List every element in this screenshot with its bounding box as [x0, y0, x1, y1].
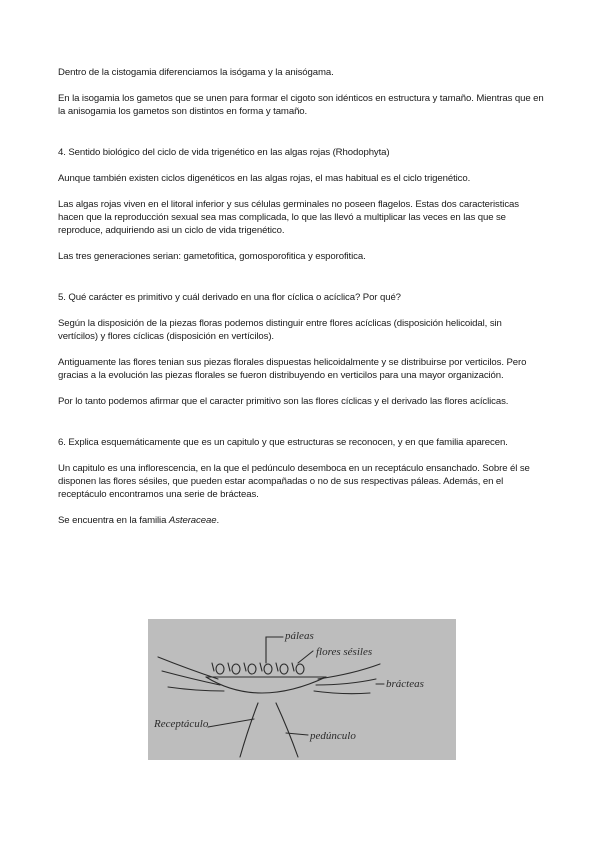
- flower-mark: [232, 664, 240, 674]
- flower-mark: [248, 664, 256, 674]
- flower-mark: [296, 664, 304, 674]
- bract-line: [316, 679, 376, 685]
- answer-6-paragraph-1: Un capitulo es una inflorescencia, en la que el pedúnculo desemboca en un receptáculo ensanchado. Sobre él se disponen las flores sésiles, que pueden estar acompañadas o no de sus respectivas páleas. Además, en el receptáculo encontramos una serie de brácteas.: [58, 463, 530, 500]
- capitulo-sketch: [148, 619, 456, 760]
- flores-pointer: [298, 651, 313, 663]
- flower-mark: [216, 664, 224, 674]
- question-6: 6. Explica esquemáticamente que es un capitulo y que estructuras se reconocen, y en que familia aparecen.: [58, 437, 508, 448]
- answer-4-paragraph-1: Aunque también existen ciclos digenéticos en las algas rojas, el mas habitual es el ciclo trigenético.: [58, 173, 471, 184]
- capitulo-drawing: [148, 619, 456, 760]
- bracteas-label: brácteas: [386, 678, 424, 690]
- isogamia-paragraph: En la isogamia los gametos que se unen para formar el cigoto son idénticos en estructura y tamaño. Mientras que en la anisogamia los gametos son distintos en forma y tamaño.: [58, 93, 544, 117]
- answer-4-paragraph-2: Las algas rojas viven en el litoral inferior y sus células germinales no poseen flagelos. Estas dos caracteristicas hacen que la reproducción sexual sea mas complicada, lo que las llevó a multiplicar las veces en las que se reproduce, adquiriendo asi un ciclo de vida trigenético.: [58, 199, 519, 236]
- question-5: 5. Qué carácter es primitivo y cuál derivado en una flor cíclica o acíclica? Por qué?: [58, 292, 401, 303]
- flores-label: flores sésiles: [316, 646, 373, 658]
- peduncle-line: [276, 703, 298, 757]
- paleas-pointer: [266, 637, 283, 663]
- question-4: 4. Sentido biológico del ciclo de vida trigenético en las algas rojas (Rhodophyta): [58, 147, 390, 158]
- bract-line: [162, 671, 220, 685]
- paleas-label: páleas: [285, 630, 314, 642]
- intro-paragraph: Dentro de la cistogamia diferenciamos la isógama y la anisógama.: [58, 67, 334, 78]
- flower-mark: [280, 664, 288, 674]
- peduncle-line: [240, 703, 258, 757]
- bract-line: [318, 664, 380, 679]
- flower-mark: [264, 664, 272, 674]
- answer-4-paragraph-3: Las tres generaciones serian: gametofitica, gomosporofitica y esporofitica.: [58, 251, 366, 262]
- receptaculo-pointer: [208, 719, 254, 727]
- answer-6-family: [58, 514, 544, 527]
- receptaculo-label: Receptáculo: [154, 718, 209, 730]
- pedunculo-label: pedúnculo: [310, 730, 356, 742]
- family-suffix: .: [216, 515, 220, 526]
- document-body: [58, 66, 544, 527]
- family-prefix: Se encuentra en la familia: [58, 515, 169, 526]
- bract-line: [168, 687, 224, 691]
- answer-5-paragraph-1: Según la disposición de la piezas floras podemos distinguir entre flores acíclicas (disposición helicoidal, sin vertícilos) y flores cíclicas (disposición en vertícilos).: [58, 318, 502, 342]
- answer-5-paragraph-2: Antiguamente las flores tenian sus piezas florales dispuestas helicoidalmente y se distribuirse por verticilos. Pero gracias a la evolución las piezas florales se fueron distribuyendo en verticilos para una mayor organización.: [58, 357, 527, 381]
- answer-5-paragraph-3: Por lo tanto podemos afirmar que el caracter primitivo son las flores cíclicas y el derivado las flores acíclicas.: [58, 396, 509, 407]
- bract-line: [158, 657, 218, 679]
- bract-line: [314, 691, 370, 694]
- family-name: Asteraceae: [168, 515, 217, 526]
